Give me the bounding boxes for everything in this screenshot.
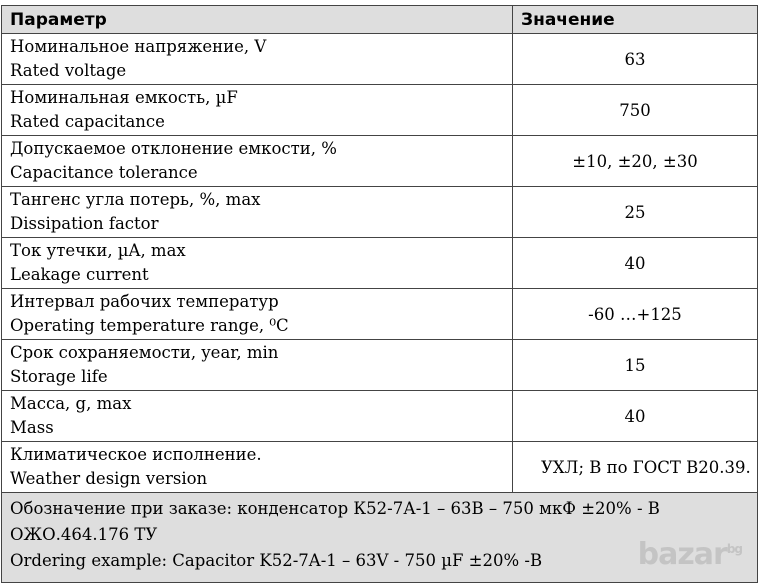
value-cell: 15 bbox=[513, 340, 758, 391]
watermark-logo: bazar$^{bg}$ bbox=[637, 537, 742, 572]
param-ru: Тангенс угла потерь, %, max bbox=[10, 190, 261, 209]
param-ru: Масса, g, max bbox=[10, 394, 132, 413]
table-header-row bbox=[2, 6, 758, 34]
param-en: Mass bbox=[10, 418, 54, 437]
param-cell bbox=[2, 340, 513, 391]
param-en: Leakage current bbox=[10, 265, 149, 284]
table-row bbox=[2, 442, 758, 493]
param-cell bbox=[2, 187, 513, 238]
param-ru: Интервал рабочих температур bbox=[10, 292, 279, 311]
param-ru: Климатическое исполнение. bbox=[10, 445, 262, 464]
value-cell: 63 bbox=[513, 34, 758, 85]
table-row bbox=[2, 238, 758, 289]
param-en: Rated capacitance bbox=[10, 112, 165, 131]
table-row bbox=[2, 34, 758, 85]
table-row bbox=[2, 85, 758, 136]
ordering-ru: Обозначение при заказе: конденсатор К52-7А-1 – 63В – 750 мкФ ±20% - В ОЖО.464.176 ТУ bbox=[10, 499, 660, 544]
value-cell: 750 bbox=[513, 85, 758, 136]
value-cell: 25 bbox=[513, 187, 758, 238]
param-cell bbox=[2, 136, 513, 187]
param-en: Storage life bbox=[10, 367, 108, 386]
param-cell bbox=[2, 289, 513, 340]
param-en: Operating temperature range, ⁰C bbox=[10, 316, 289, 335]
param-en: Rated voltage bbox=[10, 61, 127, 80]
value-cell: УХЛ; В по ГОСТ В20.39. bbox=[513, 442, 758, 493]
table-row bbox=[2, 136, 758, 187]
param-ru: Номинальная емкость, µF bbox=[10, 88, 238, 107]
param-cell bbox=[2, 442, 513, 493]
table-row bbox=[2, 391, 758, 442]
param-en: Capacitance tolerance bbox=[10, 163, 198, 182]
spec-table bbox=[1, 5, 758, 583]
value-cell: 40 bbox=[513, 391, 758, 442]
param-en: Dissipation factor bbox=[10, 214, 159, 233]
param-ru: Допускаемое отклонение емкости, % bbox=[10, 139, 337, 158]
table-row bbox=[2, 187, 758, 238]
param-cell bbox=[2, 85, 513, 136]
ordering-en: Ordering example: Capacitor K52-7A-1 – 63V - 750 µF ±20% -B bbox=[10, 551, 543, 570]
table-row bbox=[2, 289, 758, 340]
table-row bbox=[2, 340, 758, 391]
value-cell: 40 bbox=[513, 238, 758, 289]
header-param: Параметр bbox=[2, 6, 513, 34]
param-ru: Ток утечки, µA, max bbox=[10, 241, 186, 260]
param-cell bbox=[2, 34, 513, 85]
param-cell bbox=[2, 238, 513, 289]
header-value: Значение bbox=[513, 6, 758, 34]
value-cell: -60 …+125 bbox=[513, 289, 758, 340]
value-cell: ±10, ±20, ±30 bbox=[513, 136, 758, 187]
param-ru: Срок сохраняемости, year, min bbox=[10, 343, 279, 362]
param-ru: Номинальное напряжение, V bbox=[10, 37, 267, 56]
param-en: Weather design version bbox=[10, 469, 208, 488]
param-cell bbox=[2, 391, 513, 442]
